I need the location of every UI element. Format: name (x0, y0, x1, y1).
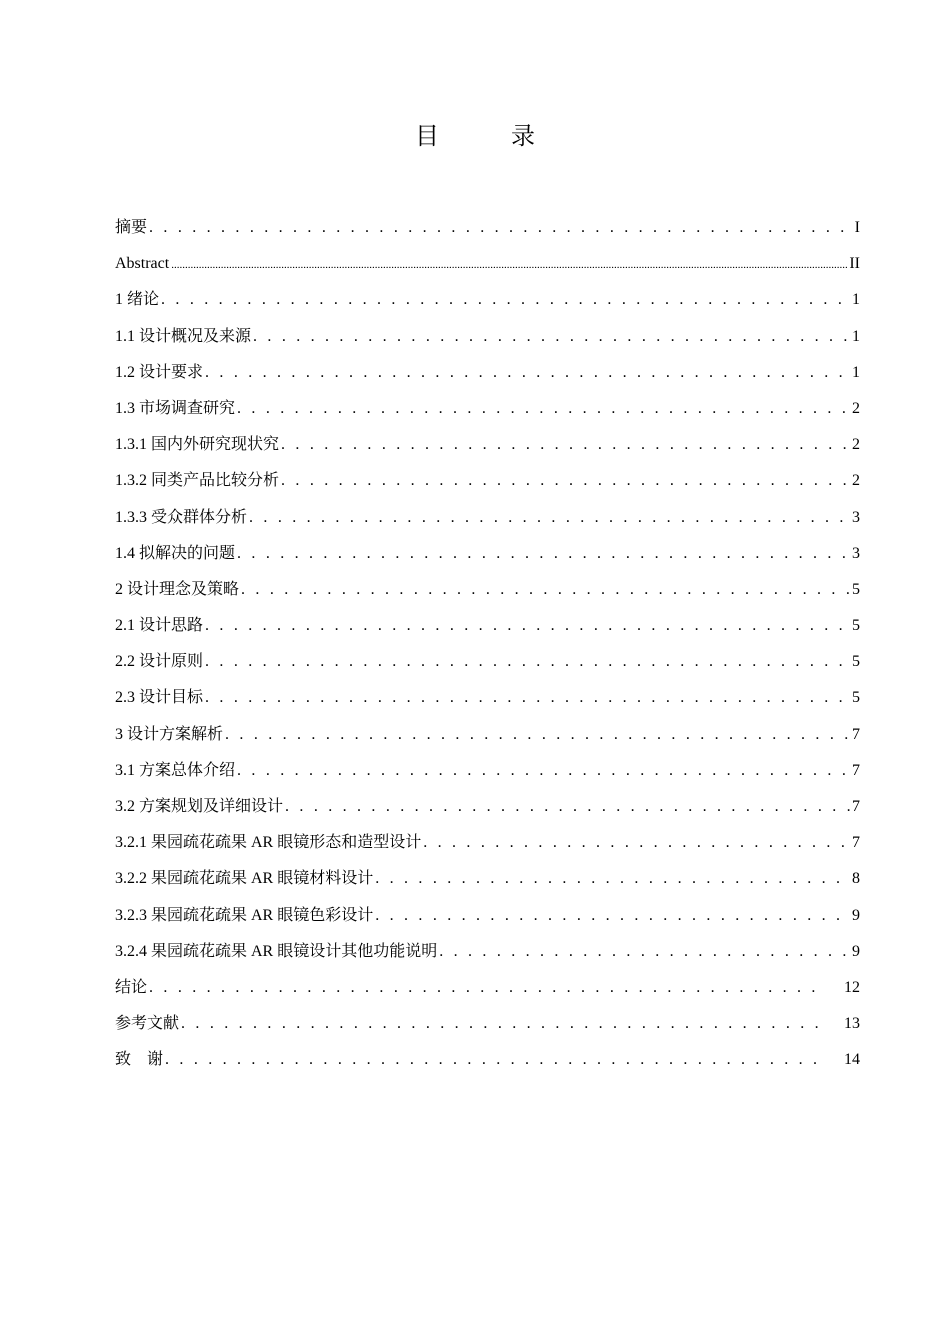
toc-entry[interactable] (115, 789, 860, 825)
toc-entry-label: 1.3.2 同类产品比较分析 (115, 472, 280, 490)
toc-leader-dots (439, 934, 850, 970)
toc-leader-dots (225, 717, 850, 753)
toc-entry-page: 2 (852, 436, 860, 454)
toc-leader-dots (237, 536, 850, 572)
toc-leader-dots (253, 319, 850, 355)
toc-entry-page: 8 (852, 870, 860, 888)
toc-entry-label: 3.2 方案规划及详细设计 (115, 798, 284, 815)
toc-leader-dots (161, 282, 850, 318)
toc-leader-dots (181, 1006, 824, 1042)
toc-entry-label: 1.3 市场调查研究 (115, 399, 236, 417)
toc-leader-dots (165, 1042, 824, 1078)
toc-entry-page: 12 (844, 978, 860, 996)
toc-entry-page: 1 (852, 363, 860, 381)
toc-leader-dots (205, 680, 850, 716)
toc-entry-label: 摘要 (115, 219, 148, 236)
toc-entry-label: 1.3.1 国内外研究现状究 (115, 436, 280, 454)
toc-leader-dots (285, 789, 850, 825)
toc-entry-page: 3 (852, 508, 860, 526)
toc-entry-label: 1.4 拟解决的问题 (115, 544, 236, 562)
table-of-contents (115, 210, 860, 1079)
toc-entry-page: 5 (852, 617, 860, 635)
toc-entry-label: 3.2.2 果园疏花疏果 AR 眼镜材料设计 (115, 870, 374, 888)
toc-entry-label: Abstract (115, 255, 170, 273)
toc-entry[interactable] (115, 500, 860, 536)
toc-entry-label: 3.2.4 果园疏花疏果 AR 眼镜设计其他功能说明 (115, 942, 438, 960)
toc-entry[interactable] (115, 934, 860, 970)
toc-leader-dots (205, 355, 850, 391)
toc-entry-page: 14 (844, 1051, 860, 1069)
toc-entry-page: 5 (852, 580, 860, 598)
toc-entry[interactable] (115, 463, 860, 499)
toc-entry[interactable] (115, 572, 860, 608)
toc-entry[interactable] (115, 1042, 860, 1078)
toc-entry-label: 2.3 设计目标 (115, 689, 204, 707)
toc-entry-page: 2 (852, 399, 860, 417)
toc-entry-label: 2.1 设计思路 (115, 617, 204, 635)
toc-leader-dots (241, 572, 850, 608)
toc-entry-label: 2.2 设计原则 (115, 653, 204, 671)
toc-entry[interactable] (115, 427, 860, 463)
toc-entry[interactable] (115, 644, 860, 680)
toc-leader-dots (149, 210, 853, 246)
toc-entry-label: 致 谢 (115, 1051, 164, 1069)
toc-entry-label: 1 绪论 (115, 291, 160, 309)
toc-entry[interactable] (115, 1006, 860, 1042)
toc-entry-label: 参考文献 (115, 1015, 180, 1033)
toc-entry-label: 3.1 方案总体介绍 (115, 761, 236, 779)
toc-entry-page: 2 (852, 472, 860, 490)
toc-entry-page: 7 (852, 798, 860, 815)
toc-leader-dots (205, 608, 850, 644)
toc-leader-dots (375, 898, 850, 934)
toc-entry-page: 5 (852, 653, 860, 671)
toc-leader-dots (171, 247, 847, 283)
toc-entry[interactable] (115, 717, 860, 753)
toc-entry-label: 1.3.3 受众群体分析 (115, 508, 248, 526)
toc-entry[interactable] (115, 825, 860, 861)
toc-entry-page: 5 (852, 689, 860, 707)
toc-entry[interactable] (115, 355, 860, 391)
toc-entry-page: 1 (852, 291, 860, 309)
toc-entry-page: 1 (852, 327, 860, 345)
toc-leader-dots (237, 391, 850, 427)
toc-entry-page: 7 (852, 761, 860, 779)
toc-leader-dots (281, 427, 850, 463)
toc-entry-page: 13 (844, 1015, 860, 1033)
toc-entry-label: 结论 (115, 978, 148, 996)
toc-entry-page: 7 (852, 834, 860, 852)
page-title: 目 录 (415, 122, 559, 150)
toc-entry[interactable] (115, 861, 860, 897)
toc-leader-dots (149, 970, 824, 1006)
toc-leader-dots (375, 861, 850, 897)
toc-entry-page: 3 (852, 544, 860, 562)
toc-entry[interactable] (115, 282, 860, 318)
toc-entry[interactable] (115, 246, 860, 282)
toc-entry[interactable] (115, 391, 860, 427)
toc-entry[interactable] (115, 898, 860, 934)
toc-entry-page: 9 (852, 906, 860, 924)
toc-entry[interactable] (115, 536, 860, 572)
toc-entry[interactable] (115, 319, 860, 355)
toc-entry-label: 3 设计方案解析 (115, 725, 224, 743)
toc-leader-dots (281, 463, 850, 499)
toc-entry[interactable] (115, 680, 860, 716)
toc-entry-label: 3.2.1 果园疏花疏果 AR 眼镜形态和造型设计 (115, 834, 422, 852)
toc-leader-dots (423, 825, 850, 861)
toc-entry[interactable] (115, 970, 860, 1006)
toc-entry-page: 9 (852, 942, 860, 960)
toc-entry[interactable] (115, 210, 860, 246)
toc-leader-dots (249, 500, 850, 536)
toc-entry-page: I (854, 219, 860, 236)
toc-entry-page: 7 (852, 725, 860, 743)
toc-leader-dots (237, 753, 850, 789)
toc-entry-page: II (849, 255, 860, 273)
toc-leader-dots (205, 644, 850, 680)
toc-entry-label: 3.2.3 果园疏花疏果 AR 眼镜色彩设计 (115, 906, 374, 924)
toc-entry-label: 2 设计理念及策略 (115, 580, 240, 598)
toc-entry-label: 1.1 设计概况及来源 (115, 327, 252, 345)
toc-entry[interactable] (115, 753, 860, 789)
toc-entry[interactable] (115, 608, 860, 644)
toc-entry-label: 1.2 设计要求 (115, 363, 204, 381)
